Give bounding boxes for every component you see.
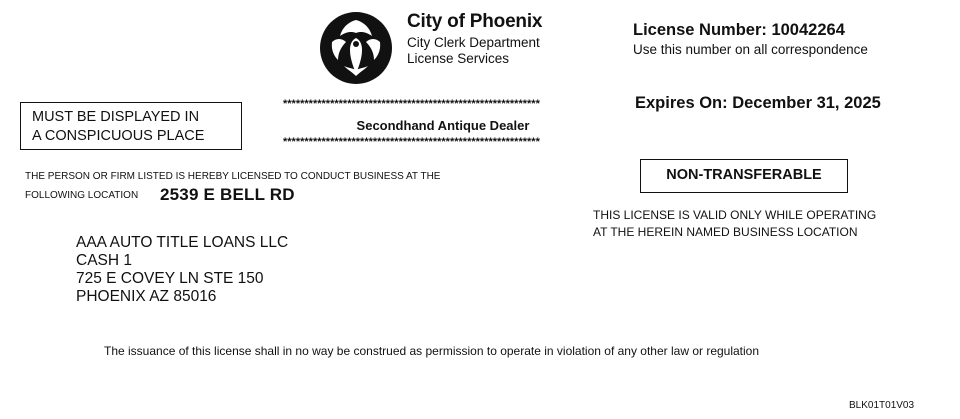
disclaimer: The issuance of this license shall in no way be construed as permission to operate in violation of any other law or regulation	[104, 344, 760, 358]
licensee-city-state-zip: PHOENIX AZ 85016	[76, 288, 217, 305]
display-notice-line2: A CONSPICUOUS PLACE	[32, 128, 205, 144]
location-label: FOLLOWING LOCATION	[25, 190, 139, 201]
license-number: License Number: 10042264	[633, 21, 845, 39]
licensee-street: 725 E COVEY LN STE 150	[76, 270, 264, 287]
service-name: License Services	[407, 51, 510, 66]
org-name: City of Phoenix	[407, 11, 543, 32]
display-notice-line1: MUST BE DISPLAYED IN	[32, 109, 200, 125]
non-transferable-box: NON-TRANSFERABLE	[640, 159, 848, 193]
form-code: BLK01T01V03	[849, 400, 915, 411]
star-rule-bottom: ************************************************************	[283, 137, 540, 147]
validity-note-line2: AT THE HEREIN NAMED BUSINESS LOCATION	[593, 225, 858, 239]
licensed-statement: THE PERSON OR FIRM LISTED IS HEREBY LICENSED TO CONDUCT BUSINESS AT THE	[25, 171, 441, 182]
validity-note-line1: THIS LICENSE IS VALID ONLY WHILE OPERATING	[593, 208, 877, 222]
business-location: 2539 E BELL RD	[160, 185, 295, 204]
display-notice-box	[20, 102, 242, 150]
licensee-name: AAA AUTO TITLE LOANS LLC	[76, 234, 289, 251]
phoenix-bird-logo-icon	[318, 8, 394, 86]
license-number-note: Use this number on all correspondence	[633, 42, 868, 57]
star-rule-top: ************************************************************	[283, 99, 540, 109]
department-name: City Clerk Department	[407, 35, 540, 50]
expiration-date: Expires On: December 31, 2025	[635, 94, 881, 112]
licensee-dba: CASH 1	[76, 252, 132, 269]
validity-note	[593, 207, 923, 241]
business-type: Secondhand Antique Dealer	[356, 118, 530, 133]
